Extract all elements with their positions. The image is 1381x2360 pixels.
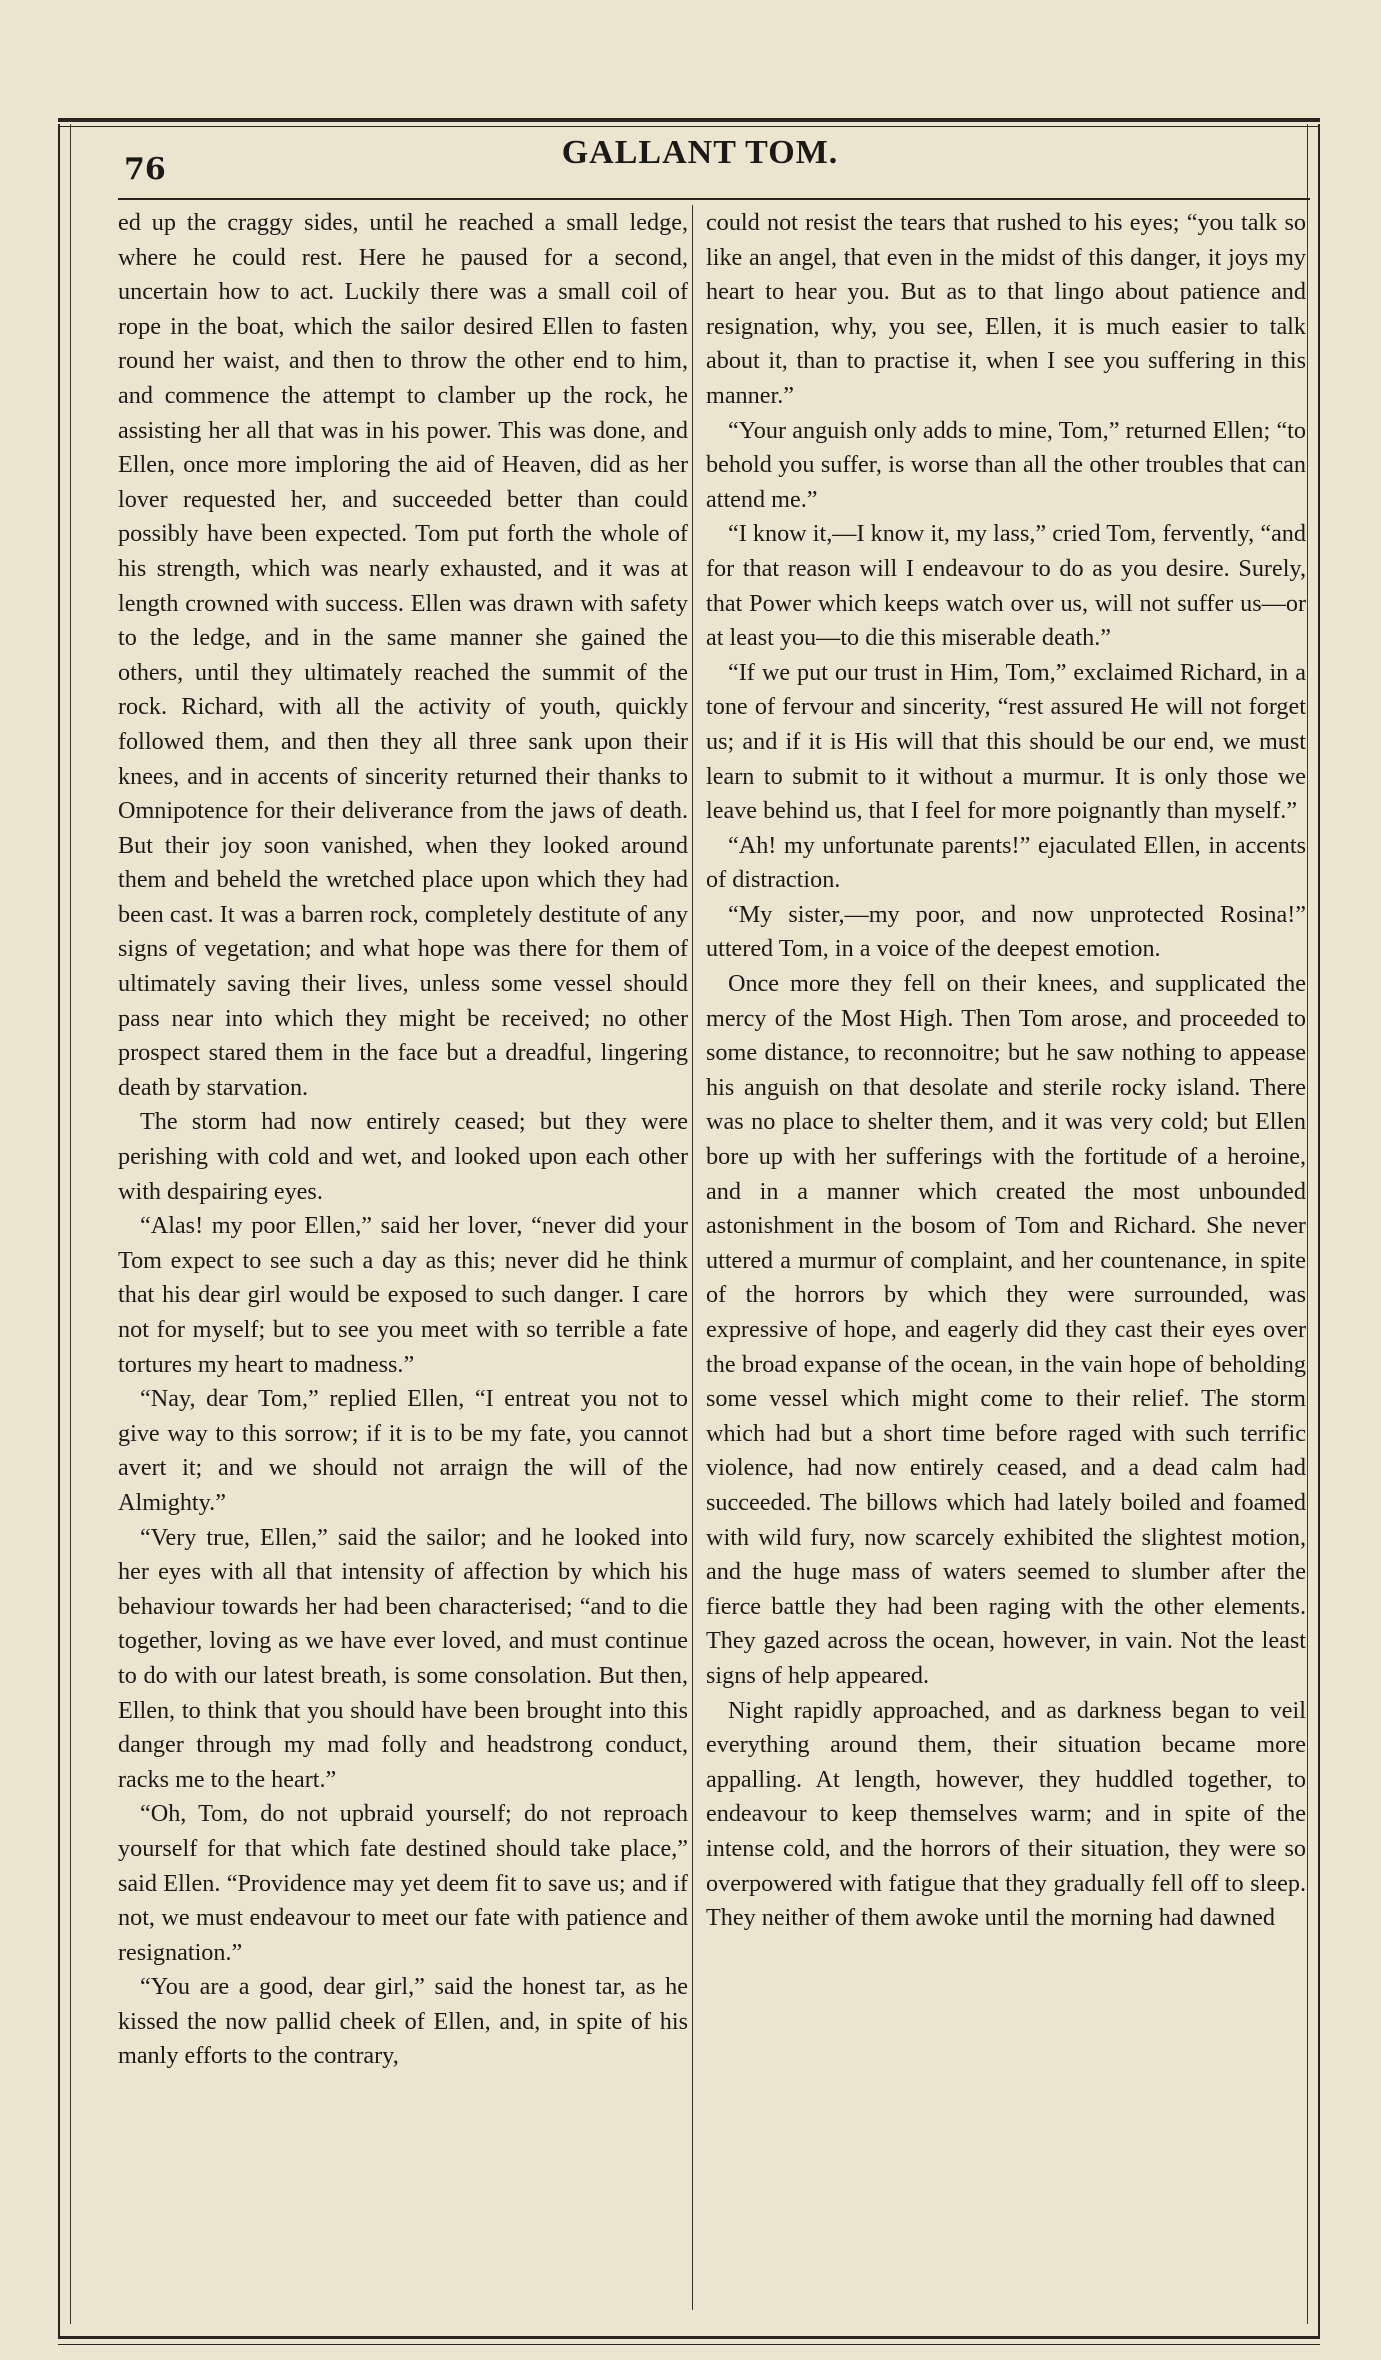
bottom-rule bbox=[58, 2336, 1320, 2339]
paragraph: “You are a good, dear girl,” said the honest tar, as he kissed the now pallid cheek of Ellen, and, in spite of his manly efforts to the contrary, bbox=[118, 1973, 688, 2070]
paragraph: Once more they fell on their knees, and supplicated the mercy of the Most High. Then Tom arose, and proceeded to some distance, to reconnoitre; but he saw nothing to appease his anguish on that desolate and sterile rocky island. There was no place to shelter them, and it was very cold; but Ellen bore up with her sufferings with the fortitude of a heroine, and in a manner which created the most unbounded astonishment in the bosom of Tom and Richard. She never uttered a murmur of complaint, and her countenance, in spite of the horrors by which they were surrounded, was expressive of hope, and eagerly did they cast their eyes over the broad expanse of the ocean, in the vain hope of beholding some vessel which might come to their relief. The storm which had but a short time before raged with such terrific violence, had now entirely ceased, and a dead calm had succeeded. The billows which had lately boiled and foamed with wild fury, now scarcely exhibited the slightest motion, and the huge mass of waters seemed to slumber after the fierce battle they had been raging with the other elements. They gazed across the ocean, however, in vain. Not the least signs of help appeared. bbox=[706, 970, 1306, 1689]
running-title: GALLANT TOM. bbox=[561, 134, 839, 171]
paragraph: The storm had now entirely ceased; but they were perishing with cold and wet, and looked upon each other with despairing eyes. bbox=[118, 1108, 688, 1205]
paragraph: “Oh, Tom, do not upbraid yourself; do not reproach yourself for that which fate destined should take place,” said Ellen. “Providence may yet deem fit to save us; and if not, we must endeavour to meet our fate with patience and resignation.” bbox=[118, 1800, 688, 1966]
paragraph: “Nay, dear Tom,” replied Ellen, “I entreat you not to give way to this sorrow; if it is to be my fate, you cannot avert it; and we should not arraign the will of the Almighty.” bbox=[118, 1385, 688, 1516]
paragraph: “Very true, Ellen,” said the sailor; and he looked into her eyes with all that intensity of affection by which his behaviour towards her had been characterised; “and to die together, loving as we have ever loved, and must continue to do with our latest breath, is some consolation. But then, Ellen, to think that you should have been brought into this danger through my mad folly and headstrong conduct, racks me to the heart.” bbox=[118, 1523, 688, 1793]
paragraph: could not resist the tears that rushed to his eyes; “you talk so like an angel, that even in the midst of this danger, it joys my heart to hear you. But as to that lingo about patience and resignation, why, you see, Ellen, it is much easier to talk about it, than to practise it, when I see you suffering in this manner.” bbox=[706, 209, 1306, 409]
paragraph: “Alas! my poor Ellen,” said her lover, “never did your Tom expect to see such a day as this; never did he think that his dear girl would be exposed to such danger. I care not for myself; but to see you meet with so terrible a fate tortures my heart to madness.” bbox=[118, 1212, 688, 1378]
top-rule bbox=[58, 118, 1320, 122]
paragraph: “Your anguish only adds to mine, Tom,” returned Ellen; “to behold you suffer, is worse than all the other troubles that can attend me.” bbox=[706, 416, 1306, 513]
right-text-column bbox=[706, 206, 1306, 2316]
paragraph: “If we put our trust in Him, Tom,” exclaimed Richard, in a tone of fervour and sincerity, “rest assured He will not forget us; and if it is His will that this should be our end, we must learn to submit to it without a murmur. It is only those we leave behind us, that I feel for more poignantly than myself.” bbox=[706, 658, 1306, 825]
page-number: 76 bbox=[124, 152, 166, 187]
left-text-column bbox=[118, 206, 688, 2316]
paragraph: ed up the craggy sides, until he reached a small ledge, where he could rest. Here he paused for a second, uncertain how to act. Luckily there was a small coil of rope in the boat, which the sailor desired Ellen to fasten round her waist, and then to throw the other end to him, and commence the attempt to clamber up the rock, he assisting her all that was in his power. This was done, and Ellen, once more imploring the aid of Heaven, did as her lover requested her, and succeeded better than could possibly have been expected. Tom put forth the whole of his strength, which was nearly exhausted, and it was at length crowned with success. Ellen was drawn with safety to the ledge, and in the same manner she gained the others, until they ultimately reached the summit of the rock. Richard, with all the activity of youth, quickly followed them, and then they all three sank upon their knees, and in accents of sincerity returned their thanks to Omnipotence for their deliverance from the jaws of death. But their joy soon vanished, when they looked around them and beheld the wretched place upon which they had been cast. It was a barren rock, completely destitute of any signs of vegetation; and what hope was there for them of ultimately saving their lives, unless some vessel should pass near into which they might be received; no other prospect stared them in the face but a dreadful, lingering death by starvation. bbox=[118, 209, 688, 1101]
column-divider bbox=[692, 205, 693, 2310]
bottom-rule-thin bbox=[58, 2344, 1320, 2345]
header-rule bbox=[118, 198, 1310, 200]
paragraph: “I know it,—I know it, my lass,” cried Tom, fervently, “and for that reason will I endeavour to do as you desire. Surely, that Power which keeps watch over us, will not suffer us—or at least you—to die this miserable death.” bbox=[706, 520, 1306, 652]
paragraph: Night rapidly approached, and as darkness began to veil everything around them, their situation became more appalling. At length, however, they huddled together, to endeavour to keep themselves warm; and in spite of the intense cold, and the horrors of their situation, they were so overpowered with fatigue that they gradually fell off to sleep. They neither of them awoke until the morning had dawned bbox=[706, 1696, 1306, 1932]
paragraph: “Ah! my unfortunate parents!” ejaculated Ellen, in accents of distraction. bbox=[706, 831, 1306, 894]
paragraph: “My sister,—my poor, and now unprotected Rosina!” uttered Tom, in a voice of the deepest emotion. bbox=[706, 900, 1306, 963]
